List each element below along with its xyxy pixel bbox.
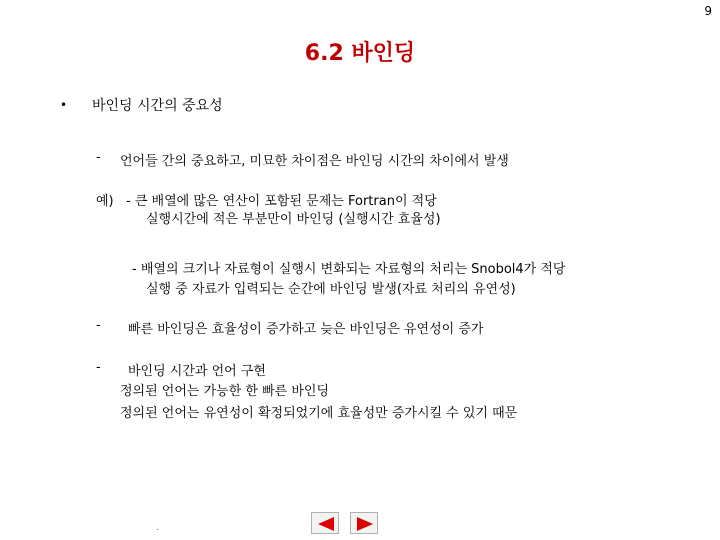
page-title: 6.2 바인딩: [304, 41, 416, 66]
text-line: 빠른 바인딩은 효율성이 증가하고 늦은 바인딩은 유연성이 증가: [128, 322, 484, 337]
text-line: 언어들 간의 중요하고, 미묘한 차이점은 바인딩 시간의 차이에서 발생: [120, 154, 509, 169]
example-label: 예): [96, 194, 114, 209]
text-line: - 큰 배열에 많은 연산이 포함된 문제는 Fortran이 적당: [126, 194, 437, 209]
prev-slide-button[interactable]: [311, 512, 339, 534]
text-line: 바인딩 시간과 언어 구현: [128, 364, 266, 379]
triangle-left-icon: [316, 516, 336, 532]
dash-marker: -: [96, 150, 101, 165]
text-line: 실행시간에 적은 부분만이 바인딩 (실행시간 효율성): [146, 212, 441, 227]
dash-marker: -: [96, 360, 101, 375]
text-line: 정의된 언어는 유연성이 확정되었기에 효율성만 증가시킬 수 있기 때문: [120, 406, 518, 421]
footer-dot: .: [156, 523, 159, 532]
next-slide-button[interactable]: [350, 512, 378, 534]
section-heading: 바인딩 시간의 중요성: [92, 98, 223, 114]
text-line: - 배열의 크기나 자료형이 실행시 변화되는 자료형의 처리는 Snobol4가 적당: [132, 262, 566, 277]
dash-marker: -: [96, 318, 101, 333]
bullet-marker: •: [60, 98, 68, 112]
triangle-right-icon: [355, 516, 375, 532]
page-number: 9: [704, 4, 712, 18]
text-line: 실행 중 자료가 입력되는 순간에 바인딩 발생(자료 처리의 유연성): [146, 282, 516, 297]
text-line: 정의된 언어는 가능한 한 빠른 바인딩: [120, 384, 330, 399]
